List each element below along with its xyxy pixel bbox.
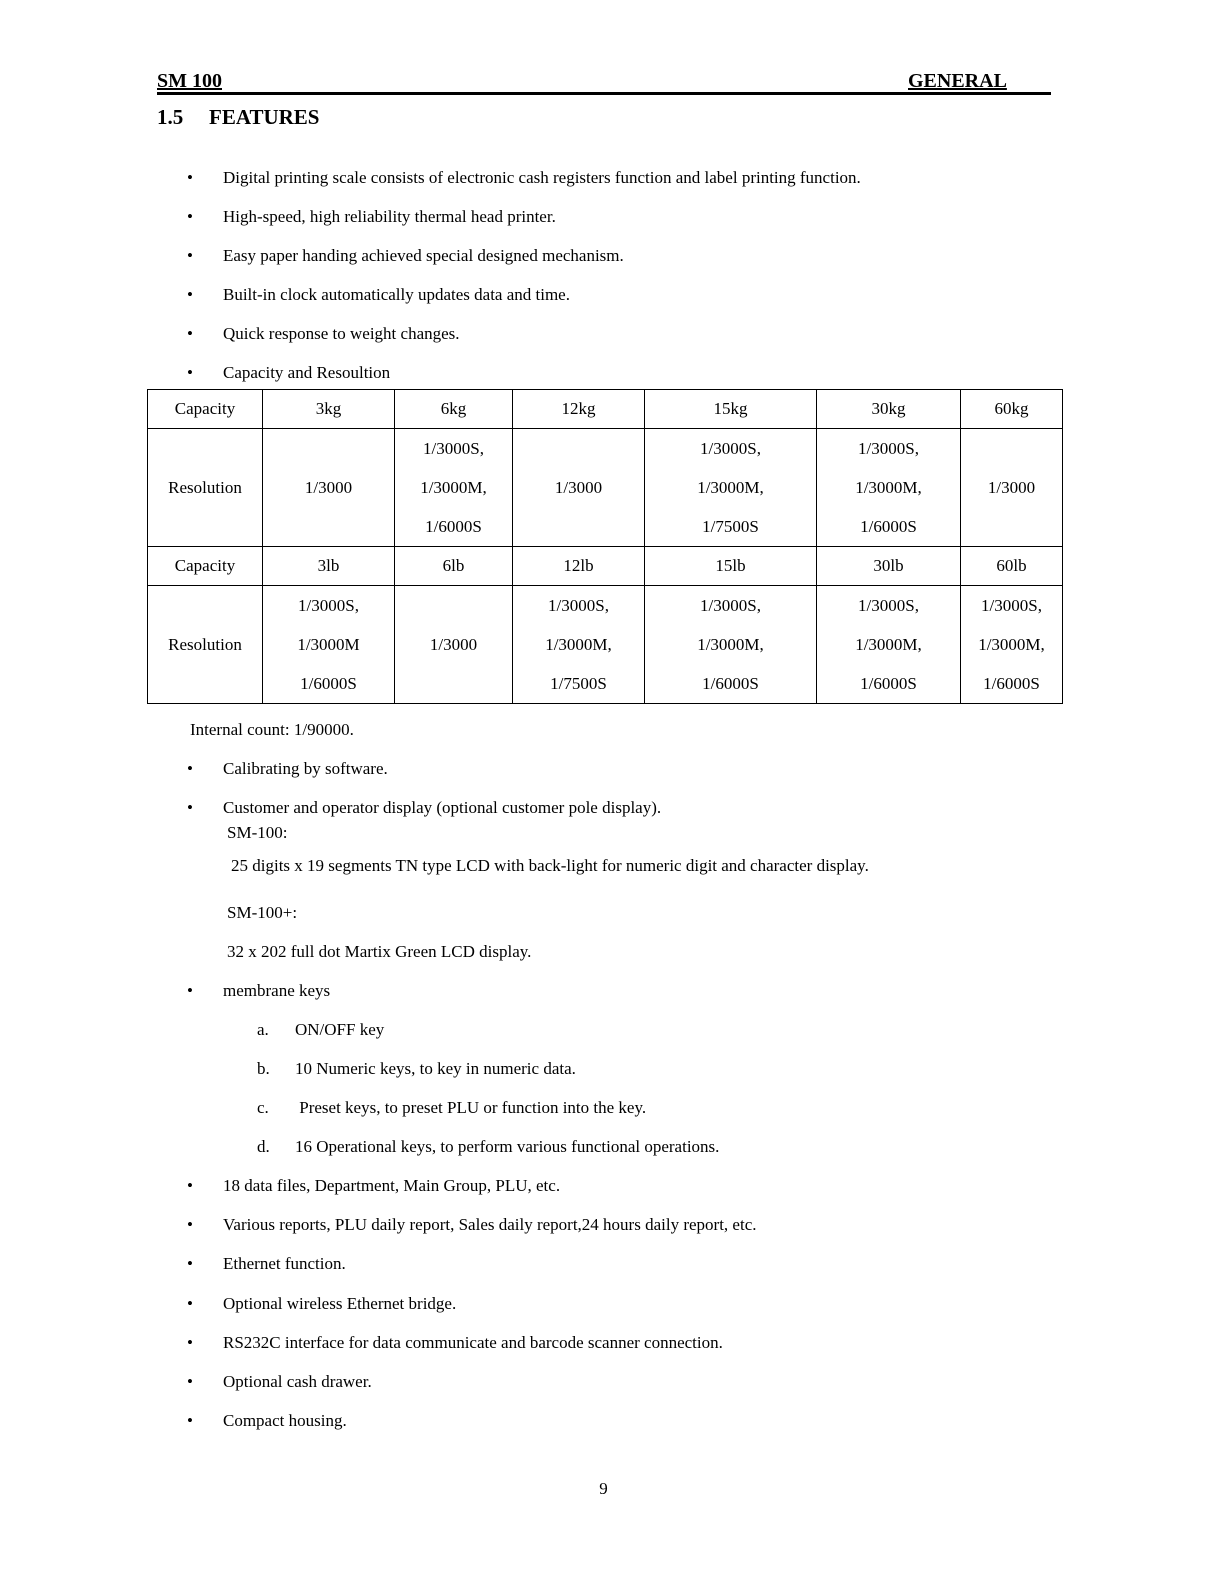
bullet-icon: • — [187, 1215, 193, 1234]
bullet-icon: • — [187, 1333, 193, 1352]
cell-line: 30kg — [871, 399, 906, 418]
row-header-cell — [148, 429, 263, 547]
table-cell — [817, 429, 961, 547]
bullet-text: Optional wireless Ethernet bridge. — [223, 1294, 457, 1313]
cell-line: 1/7500S — [702, 517, 759, 536]
cell-line: 3lb — [317, 556, 340, 575]
cell-line: 30lb — [873, 556, 904, 575]
cell-line: 1/6000S — [300, 674, 357, 693]
cell-line: 1/3000M, — [545, 635, 612, 654]
cell-line: 1/3000 — [304, 478, 353, 497]
cell-line: 1/7500S — [550, 674, 607, 693]
bullet-text: Digital printing scale consists of electronic cash registers function and label printing function. — [223, 168, 861, 187]
table-cell — [513, 547, 645, 586]
cell-line: 1/3000S, — [700, 439, 761, 458]
table-cell — [961, 390, 1063, 429]
sm100plus-label: SM-100+: — [227, 903, 298, 922]
section-heading — [157, 105, 319, 130]
key-text: 16 Operational keys, to perform various functional operations. — [295, 1137, 720, 1156]
bullet-text: High-speed, high reliability thermal head printer. — [223, 207, 556, 226]
cell-line: 1/3000M, — [420, 478, 487, 497]
key-text: ON/OFF key — [295, 1020, 385, 1039]
bullet-text: Customer and operator display (optional customer pole display). — [223, 798, 662, 817]
membrane-keys-title: membrane keys — [223, 981, 331, 1000]
bullet-icon: • — [187, 246, 193, 265]
table-cell — [395, 390, 513, 429]
bullet-text: Calibrating by software. — [223, 759, 388, 778]
cell-line: 1/3000M, — [697, 635, 764, 654]
table-cell — [263, 586, 395, 704]
resolution-row — [148, 429, 1063, 547]
cell-line: 1/3000S, — [298, 596, 359, 615]
cell-line: 60lb — [996, 556, 1027, 575]
row-header-cell — [148, 547, 263, 586]
cell-line: 1/3000M, — [978, 635, 1045, 654]
bullet-icon: • — [187, 207, 193, 226]
cell-line: 15kg — [713, 399, 748, 418]
bullet-icon: • — [187, 168, 193, 187]
cell-line: 1/6000S — [425, 517, 482, 536]
table-cell — [817, 390, 961, 429]
table-cell — [395, 586, 513, 704]
cell-line: 12lb — [563, 556, 594, 575]
cell-line: 1/6000S — [860, 517, 917, 536]
row-header-cell — [148, 586, 263, 704]
bullet-icon: • — [187, 798, 193, 817]
cell-line: 1/3000M, — [855, 478, 922, 497]
internal-count: Internal count: 1/90000. — [190, 720, 354, 739]
cell-line: Resolution — [168, 478, 242, 497]
bullet-text: Easy paper handing achieved special designed mechanism. — [223, 246, 624, 265]
cell-line: 3kg — [315, 399, 342, 418]
bullet-text: Optional cash drawer. — [223, 1372, 372, 1391]
capacity-resolution-table — [147, 389, 1063, 704]
bullet-text: Various reports, PLU daily report, Sales daily report,24 hours daily report, etc. — [223, 1215, 757, 1234]
cell-line: 1/3000M, — [855, 635, 922, 654]
running-header — [157, 68, 1051, 95]
cell-line: 1/3000 — [987, 478, 1036, 497]
bullet-text: Compact housing. — [223, 1411, 347, 1430]
header-model: SM 100 — [157, 70, 222, 92]
table-cell — [263, 390, 395, 429]
table-cell — [395, 429, 513, 547]
table-cell — [961, 429, 1063, 547]
key-letter: a. — [257, 1020, 269, 1039]
table-cell — [513, 390, 645, 429]
cell-line: 1/3000S, — [858, 596, 919, 615]
table-cell — [513, 429, 645, 547]
table-cell — [395, 547, 513, 586]
bullet-text: Capacity and Resoultion — [223, 363, 391, 382]
sm100-description: 25 digits x 19 segments TN type LCD with back-light for numeric digit and character display. — [231, 856, 869, 875]
cell-line: 1/3000 — [554, 478, 603, 497]
bullet-text: Ethernet function. — [223, 1254, 346, 1273]
key-letter: b. — [257, 1059, 270, 1078]
bullet-icon: • — [187, 363, 193, 382]
table-cell — [263, 547, 395, 586]
table-cell — [817, 547, 961, 586]
section-title: FEATURES — [209, 105, 320, 129]
table-cell — [961, 547, 1063, 586]
table-cell — [645, 547, 817, 586]
cell-line: Capacity — [174, 399, 236, 418]
bullet-icon: • — [187, 1294, 193, 1313]
bullet-text: Built-in clock automatically updates data and time. — [223, 285, 570, 304]
bullet-text: Quick response to weight changes. — [223, 324, 460, 343]
table-cell — [513, 586, 645, 704]
bullet-icon: • — [187, 1254, 193, 1273]
bullet-text: 18 data files, Department, Main Group, PLU, etc. — [223, 1176, 561, 1195]
bullet-icon: • — [187, 1176, 193, 1195]
cell-line: 12kg — [561, 399, 596, 418]
header-chapter: GENERAL — [908, 70, 1007, 92]
capacity-row — [148, 390, 1063, 429]
bullet-text: RS232C interface for data communicate and barcode scanner connection. — [223, 1333, 723, 1352]
page-number: 9 — [599, 1479, 608, 1498]
key-letter: d. — [257, 1137, 270, 1156]
cell-line: 1/6000S — [702, 674, 759, 693]
sm100plus-description: 32 x 202 full dot Martix Green LCD display. — [227, 942, 532, 961]
table-cell — [263, 429, 395, 547]
bullet-icon: • — [187, 1411, 193, 1430]
cell-line: 15lb — [715, 556, 746, 575]
cell-line: 1/3000S, — [700, 596, 761, 615]
key-text: 10 Numeric keys, to key in numeric data. — [295, 1059, 576, 1078]
resolution-row — [148, 586, 1063, 704]
bullet-icon: • — [187, 285, 193, 304]
table-cell — [645, 586, 817, 704]
cell-line: 1/3000S, — [858, 439, 919, 458]
cell-line: 6kg — [440, 399, 467, 418]
cell-line: 1/3000S, — [981, 596, 1042, 615]
section-number: 1.5 — [157, 105, 184, 129]
cell-line: Resolution — [168, 635, 242, 654]
table-cell — [645, 390, 817, 429]
cell-line: Capacity — [174, 556, 236, 575]
bullet-icon: • — [187, 759, 193, 778]
key-text: Preset keys, to preset PLU or function into the key. — [295, 1098, 647, 1117]
cell-line: 1/3000S, — [423, 439, 484, 458]
table-cell — [817, 586, 961, 704]
cell-line: 1/3000S, — [548, 596, 609, 615]
bullet-icon: • — [187, 981, 193, 1000]
bullet-icon: • — [187, 324, 193, 343]
cell-line: 60kg — [994, 399, 1029, 418]
row-header-cell — [148, 390, 263, 429]
sm100-label: SM-100: — [227, 823, 288, 842]
cell-line: 1/3000M — [297, 635, 360, 654]
cell-line: 1/6000S — [860, 674, 917, 693]
cell-line: 1/3000M, — [697, 478, 764, 497]
cell-line: 6lb — [442, 556, 465, 575]
bullet-icon: • — [187, 1372, 193, 1391]
cell-line: 1/3000 — [429, 635, 478, 654]
key-letter: c. — [257, 1098, 269, 1117]
table-cell — [961, 586, 1063, 704]
capacity-row — [148, 547, 1063, 586]
table-cell — [645, 429, 817, 547]
cell-line: 1/6000S — [983, 674, 1040, 693]
